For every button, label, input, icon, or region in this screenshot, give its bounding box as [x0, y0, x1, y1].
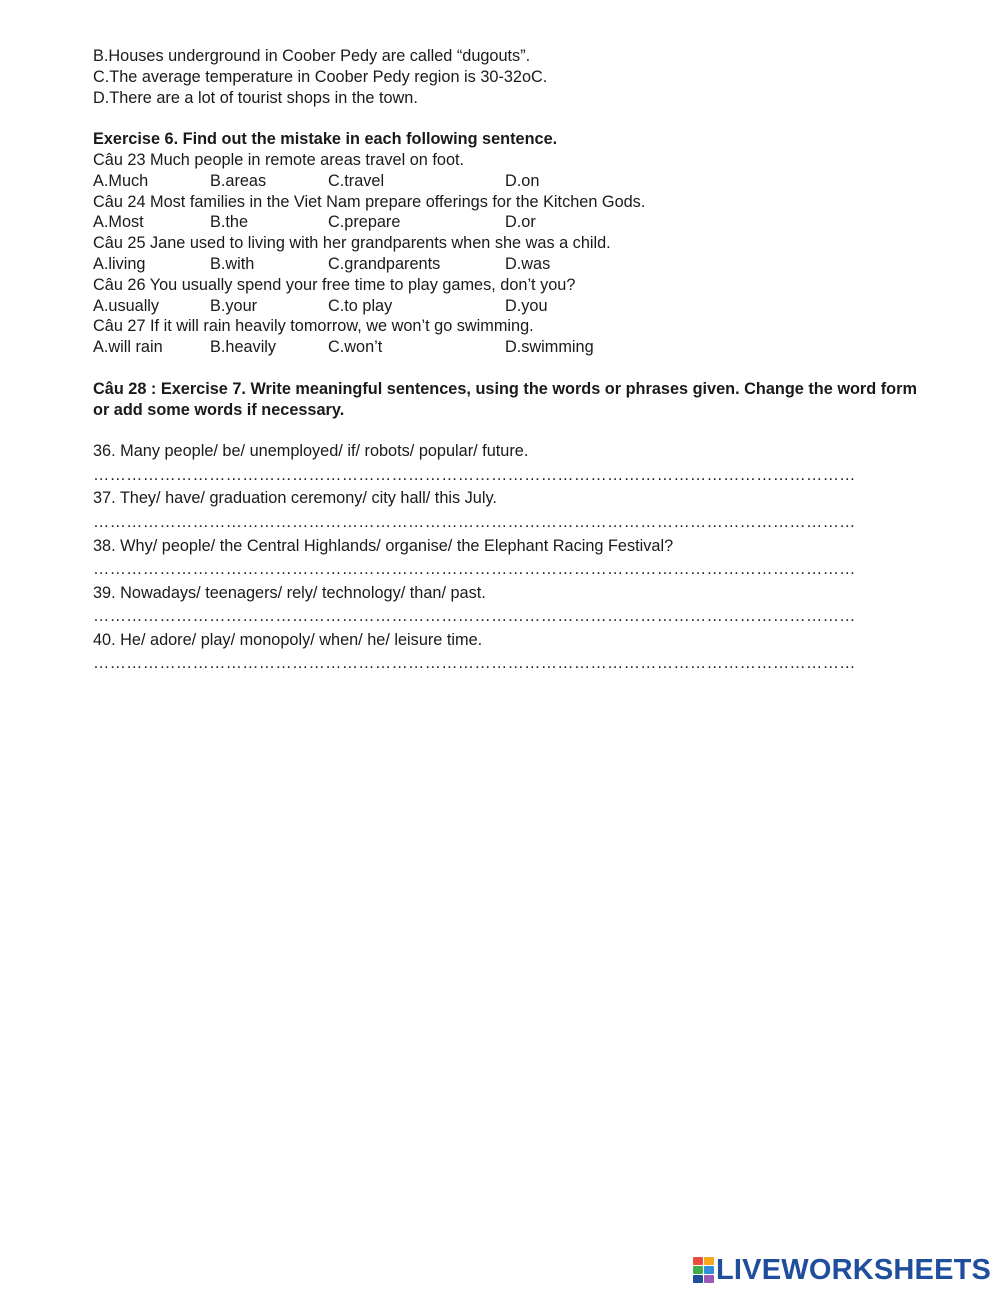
- logo-block: [704, 1257, 714, 1265]
- question-27: [93, 316, 923, 358]
- question-text: Câu 25 Jane used to living with her grandparents when she was a child.: [93, 234, 611, 253]
- answer-options: [93, 212, 923, 233]
- option-b[interactable]: B.heavily: [210, 338, 277, 357]
- question-25: [93, 233, 923, 275]
- sentence-prompt: 38. Why/ people/ the Central Highlands/ organise/ the Elephant Racing Festival?: [93, 536, 674, 555]
- question-text: Câu 26 You usually spend your free time to play games, don’t you?: [93, 275, 576, 294]
- option-b[interactable]: B.areas: [210, 171, 267, 190]
- option-d[interactable]: D.was: [505, 254, 551, 273]
- sentence-item-39: [93, 583, 923, 630]
- question-23: [93, 150, 923, 192]
- reading-option: D.There are a lot of tourist shops in the town.: [93, 88, 418, 107]
- sentence-prompt: 40. He/ adore/ play/ monopoly/ when/ he/ leisure time.: [93, 630, 483, 649]
- option-d[interactable]: D.or: [505, 213, 536, 232]
- answer-options: [93, 171, 923, 192]
- logo-block: [704, 1266, 714, 1274]
- sentence-prompt: 36. Many people/ be/ unemployed/ if/ robots/ popular/ future.: [93, 442, 529, 461]
- option-a[interactable]: A.living: [93, 254, 146, 273]
- worksheet-page: [93, 46, 923, 677]
- answer-options: [93, 254, 923, 275]
- answer-options: [93, 296, 923, 317]
- answer-line[interactable]: …………………………………………………………………………………………………………………………: [93, 607, 856, 626]
- reading-option: C.The average temperature in Coober Pedy region is 30-32oC.: [93, 67, 548, 86]
- option-c[interactable]: C.grandparents: [328, 254, 441, 273]
- reading-option: B.Houses underground in Coober Pedy are called “dugouts”.: [93, 47, 531, 65]
- sentence-item-37: [93, 488, 923, 535]
- logo-text: LIVEWORKSHEETS: [716, 1254, 992, 1286]
- exercise6-heading: Exercise 6. Find out the mistake in each following sentence.: [93, 130, 558, 149]
- sentence-prompt: 39. Nowadays/ teenagers/ rely/ technology/ than/ past.: [93, 583, 486, 602]
- option-c[interactable]: C.won’t: [328, 338, 383, 357]
- logo-block: [704, 1275, 714, 1283]
- answer-line[interactable]: …………………………………………………………………………………………………………………………: [93, 560, 856, 579]
- question-text: Câu 27 If it will rain heavily tomorrow, we won’t go swimming.: [93, 317, 534, 336]
- option-b[interactable]: B.with: [210, 254, 255, 273]
- option-a[interactable]: A.Much: [93, 171, 149, 190]
- sentence-item-38: [93, 536, 923, 583]
- option-b[interactable]: B.the: [210, 213, 249, 232]
- logo-block: [693, 1266, 703, 1274]
- sentence-prompt: 37. They/ have/ graduation ceremony/ city hall/ this July.: [93, 489, 497, 508]
- option-a[interactable]: A.Most: [93, 213, 144, 232]
- option-d[interactable]: D.swimming: [505, 338, 594, 357]
- liveworksheets-logo: [693, 1253, 991, 1287]
- option-a[interactable]: A.usually: [93, 296, 160, 315]
- option-d[interactable]: D.on: [505, 171, 540, 190]
- logo-icon: [693, 1257, 713, 1283]
- logo-block: [693, 1275, 703, 1283]
- option-a[interactable]: A.will rain: [93, 338, 163, 357]
- question-text: Câu 24 Most families in the Viet Nam prepare offerings for the Kitchen Gods.: [93, 192, 646, 211]
- answer-line[interactable]: …………………………………………………………………………………………………………………………: [93, 654, 856, 673]
- question-text: Câu 23 Much people in remote areas travel on foot.: [93, 150, 465, 169]
- answer-line[interactable]: …………………………………………………………………………………………………………………………: [93, 512, 856, 531]
- logo-block: [693, 1257, 703, 1265]
- question-26: [93, 275, 923, 317]
- option-b[interactable]: B.your: [210, 296, 258, 315]
- sentence-item-36: [93, 441, 923, 488]
- option-c[interactable]: C.prepare: [328, 213, 401, 232]
- answer-line[interactable]: …………………………………………………………………………………………………………………………: [93, 465, 856, 484]
- option-c[interactable]: C.to play: [328, 296, 393, 315]
- option-d[interactable]: D.you: [505, 296, 548, 315]
- answer-options: [93, 337, 923, 358]
- exercise7-heading: Câu 28 : Exercise 7. Write meaningful sentences, using the words or phrases given. Change the word form or add some words if necessary.: [93, 379, 917, 419]
- option-c[interactable]: C.travel: [328, 171, 385, 190]
- sentence-item-40: [93, 630, 923, 677]
- question-24: [93, 192, 923, 234]
